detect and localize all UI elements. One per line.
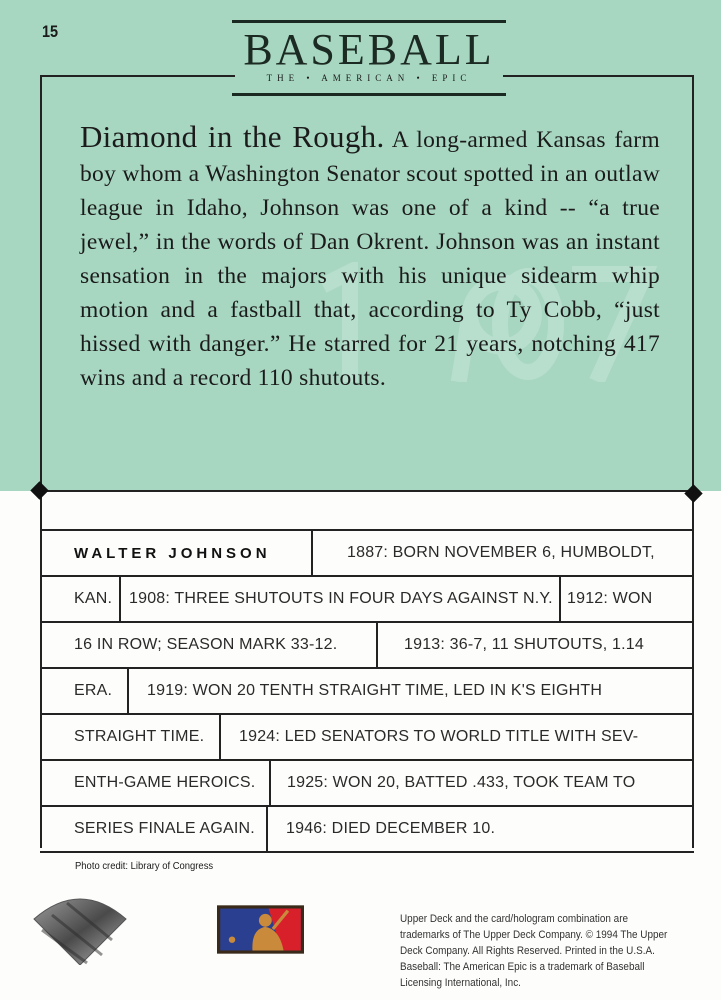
timeline-cell	[40, 807, 268, 851]
timeline-text: 1913: 36-7, 11 SHUTOUTS, 1.14	[404, 636, 644, 653]
photo-credit: Photo credit: Library of Congress	[75, 860, 214, 872]
bio-text	[80, 120, 660, 395]
timeline-cell	[221, 715, 694, 759]
upper-deck-hologram-icon	[32, 895, 128, 965]
mlb-logo-icon	[217, 904, 304, 955]
table-row	[40, 715, 694, 761]
timeline-cell	[40, 715, 221, 759]
baseball-american-epic-logo: BASEBALL THE • AMERICAN • EPIC	[232, 20, 506, 96]
frame-divider	[40, 490, 694, 492]
table-row	[40, 577, 694, 623]
timeline-text: 1887: BORN NOVEMBER 6, HUMBOLDT,	[347, 544, 655, 561]
table-row	[40, 531, 694, 577]
timeline-cell	[378, 623, 694, 667]
timeline-cell	[271, 761, 694, 805]
timeline-text: 1912: WON	[567, 590, 653, 607]
timeline-cell	[129, 669, 694, 713]
player-name: WALTER JOHNSON	[74, 544, 271, 562]
timeline-cell	[561, 577, 694, 621]
timeline-cell	[121, 577, 561, 621]
timeline-text: STRAIGHT TIME.	[74, 728, 205, 745]
legal-text: Upper Deck and the card/hologram combination are trademarks of The Upper Deck Company. © 1994 The Upper Deck Company. All Rights Reserved. Printed in the U.S.A. Baseball: The American Epic is a trademark of Baseball Licensing International, Inc.	[400, 913, 668, 989]
player-name-cell	[40, 531, 313, 575]
timeline-text: 1919: WON 20 TENTH STRAIGHT TIME, LED IN K'S EIGHTH	[147, 682, 603, 699]
timeline-text: 1925: WON 20, BATTED .433, TOOK TEAM TO	[287, 774, 636, 791]
timeline-text: 16 IN ROW; SEASON MARK 33-12.	[74, 636, 338, 653]
headline: Diamond in the Rough.	[80, 119, 385, 154]
timeline-text: 1946: DIED DECEMBER 10.	[286, 820, 496, 837]
timeline-cell	[40, 761, 271, 805]
frame-top-right	[503, 75, 694, 77]
timeline-text: 1924: LED SENATORS TO WORLD TITLE WITH SEV-	[239, 728, 639, 745]
timeline-text: ENTH-GAME HEROICS.	[74, 774, 256, 791]
timeline-cell	[40, 577, 121, 621]
frame-top-left	[40, 75, 235, 77]
timeline-cell	[313, 531, 694, 575]
table-row	[40, 669, 694, 715]
table-row	[40, 623, 694, 669]
timeline-text: 1908: THREE SHUTOUTS IN FOUR DAYS AGAINST N.Y.	[129, 590, 553, 607]
timeline-cell	[40, 623, 378, 667]
timeline-cell	[268, 807, 694, 851]
timeline-text: KAN.	[74, 590, 113, 607]
bio-body: A long-armed Kansas farm boy whom a Washington Senator scout spotted in an outlaw league in Idaho, Johnson was one of a kind -- “a true jewel,” in the words of Dan Okrent. Johnson was an instant sensation in the majors with his unique sidearm whip motion and a fastball that, according to Ty Cobb, “just hissed with danger.” He starred for 21 years, notching 417 wins and a record 110 shutouts.	[80, 127, 660, 391]
timeline-text: SERIES FINALE AGAIN.	[74, 820, 255, 837]
timeline-cell	[40, 669, 129, 713]
table-row	[40, 807, 694, 853]
timeline-table	[40, 529, 694, 853]
card-number: 15	[42, 22, 59, 41]
timeline-text: ERA.	[74, 682, 113, 699]
table-row	[40, 761, 694, 807]
